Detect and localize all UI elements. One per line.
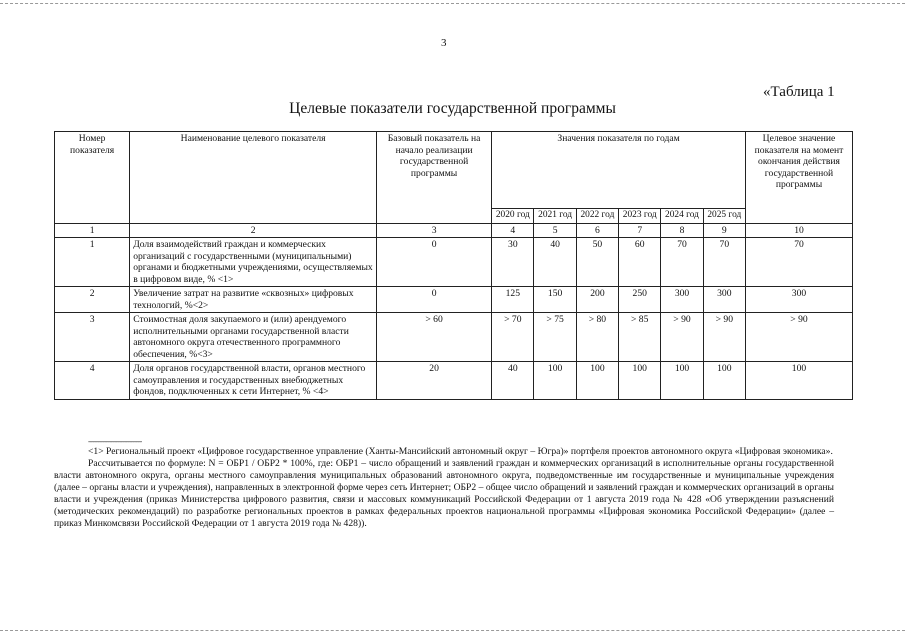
year-value: 60 [619,238,661,287]
year-value: > 75 [534,313,576,362]
indicators-table [54,131,853,400]
year-value: > 90 [703,313,745,362]
year-value: 125 [492,287,534,313]
column-index-row [55,223,853,238]
column-index: 2 [130,223,377,238]
year-value: 100 [703,362,745,400]
table-row [55,362,853,400]
base-value: 0 [377,287,492,313]
indicator-name: Доля органов государственной власти, органов местного самоуправления и государственных внебюджетных фондов, подключенных к сети Интернет, % <4> [130,362,377,400]
scan-edge-top [0,3,905,4]
page-number: 3 [441,37,447,49]
column-index: 3 [377,223,492,238]
document-title: Целевые показатели государственной программы [289,100,616,117]
footnote-separator: -------------------------------- [88,437,142,446]
header-year: 2021 год [534,209,576,224]
footnote-1: <1> Региональный проект «Цифровое государственное управление (Ханты-Мансийский автономный округ – Югра)» портфеля проектов автономного округа «Цифровая экономика». [88,446,833,457]
header-target: Целевое значение показателя на момент окончания действия государственной программы [745,132,852,224]
target-value: 100 [745,362,852,400]
row-number: 4 [55,362,130,400]
year-value: > 85 [619,313,661,362]
year-value: 70 [661,238,703,287]
header-values-by-year: Значения показателя по годам [492,132,746,209]
column-index: 1 [55,223,130,238]
column-index: 5 [534,223,576,238]
year-value: > 70 [492,313,534,362]
column-index: 6 [576,223,618,238]
column-index: 9 [703,223,745,238]
year-value: 40 [492,362,534,400]
year-value: 300 [661,287,703,313]
row-number: 2 [55,287,130,313]
column-index: 10 [745,223,852,238]
header-base: Базовый показатель на начало реализации государственной программы [377,132,492,224]
row-number: 1 [55,238,130,287]
table-row [55,313,853,362]
base-value: 0 [377,238,492,287]
year-value: 200 [576,287,618,313]
target-value: > 90 [745,313,852,362]
column-index: 4 [492,223,534,238]
year-value: 100 [661,362,703,400]
header-year: 2024 год [661,209,703,224]
header-row [55,132,853,209]
header-year: 2025 год [703,209,745,224]
year-value: 150 [534,287,576,313]
header-year: 2020 год [492,209,534,224]
year-value: 100 [619,362,661,400]
table-label: «Таблица 1 [763,84,835,100]
table-row [55,238,853,287]
year-value: 250 [619,287,661,313]
year-value: > 80 [576,313,618,362]
year-value: 30 [492,238,534,287]
header-number: Номер показателя [55,132,130,224]
year-value: > 90 [661,313,703,362]
year-value: 70 [703,238,745,287]
target-value: 300 [745,287,852,313]
column-index: 7 [619,223,661,238]
row-number: 3 [55,313,130,362]
table-row [55,287,853,313]
year-value: 300 [703,287,745,313]
indicator-name: Увеличение затрат на развитие «сквозных» цифровых технологий, %<2> [130,287,377,313]
year-value: 40 [534,238,576,287]
year-value: 50 [576,238,618,287]
base-value: > 60 [377,313,492,362]
scan-edge-bottom [0,630,905,631]
target-value: 70 [745,238,852,287]
header-year: 2023 год [619,209,661,224]
base-value: 20 [377,362,492,400]
footnote-formula: Рассчитывается по формуле: N = ОБР1 / ОБР2 * 100%, где: ОБР1 – число обращений и заявлений граждан и коммерческих организаций в исполнительные органы государственной власти автономного округа, органы местного самоуправления муниципальных образований автономного округа, подведомственные им государственные и муниципальные учреждения (далее – органы власти и учреждения), направленных в электронной форме через сеть Интернет; ОБР2 – общее число обращений и заявлений граждан и коммерческих организаций в органы власти и учреждения (приказ Министерства цифрового развития, связи и массовых коммуникаций Российской Федерации от 1 августа 2019 года № 428 «Об утверждении разъяснений (методических рекомендаций) по разработке региональных проектов в рамках федеральных проектов национальной программы «Цифровая экономика Российской Федерации» (далее – приказ Минкомсвязи Российской Федерации от 1 августа 2019 года № 428)). [54,458,834,529]
indicator-name: Доля взаимодействий граждан и коммерческих организаций с государственными (муниципальными) органами и бюджетными учреждениями, осуществляемых в цифровом виде, % <1> [130,238,377,287]
header-name: Наименование целевого показателя [130,132,377,224]
header-year: 2022 год [576,209,618,224]
year-value: 100 [534,362,576,400]
footnotes [54,446,834,530]
indicator-name: Стоимостная доля закупаемого и (или) арендуемого исполнительными органами государственной власти автономного округа отечественного программного обеспечения, %<3> [130,313,377,362]
column-index: 8 [661,223,703,238]
year-value: 100 [576,362,618,400]
